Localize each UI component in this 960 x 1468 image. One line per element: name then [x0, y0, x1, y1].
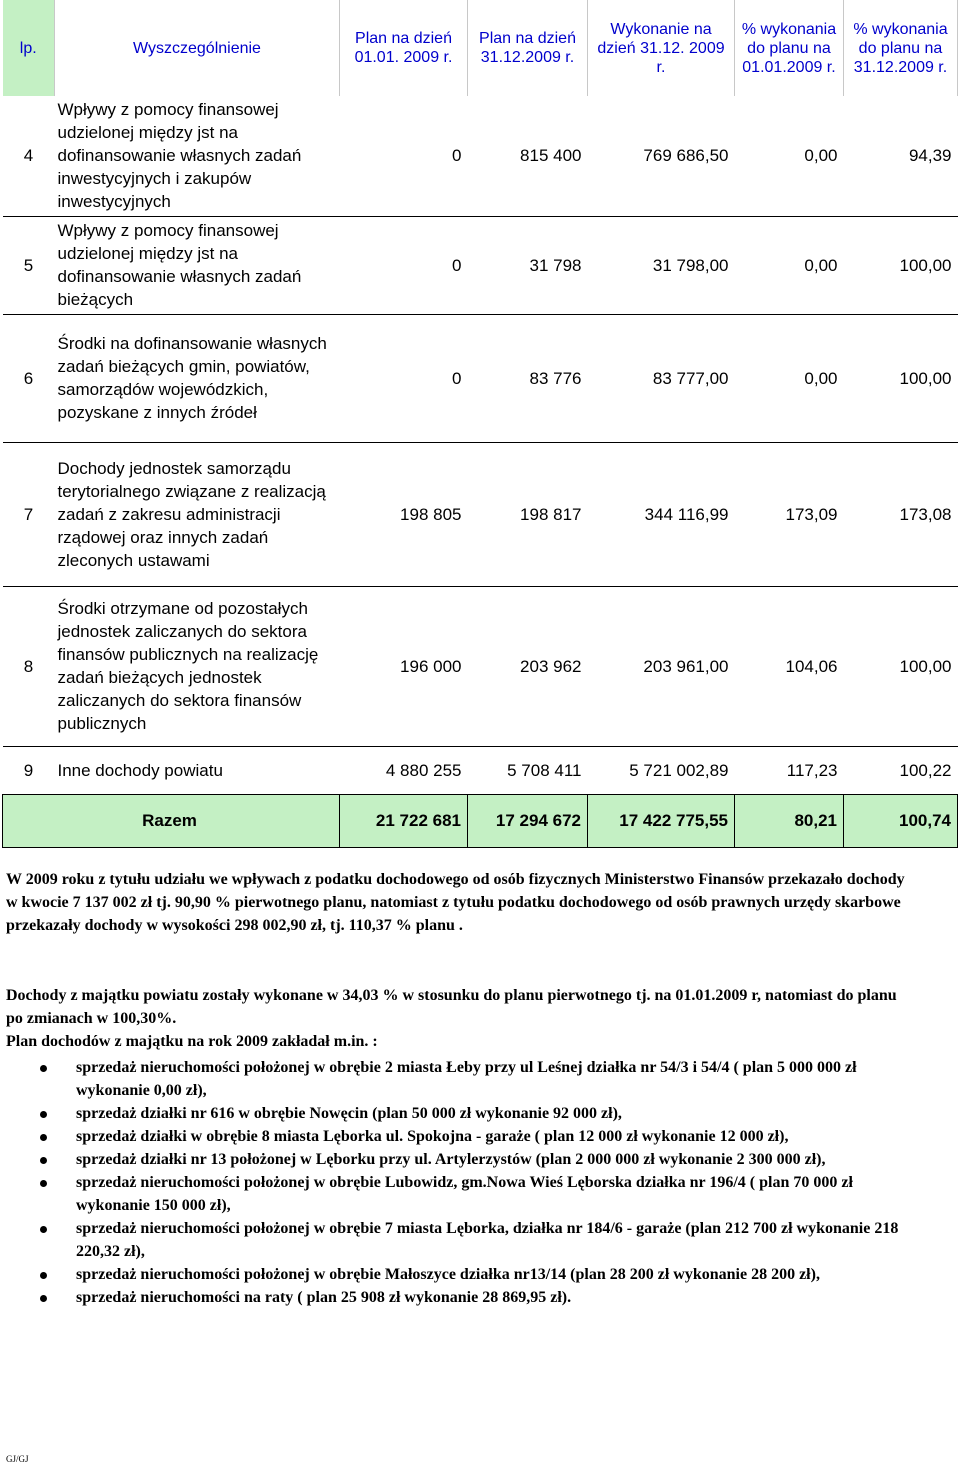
list-item: [30, 1102, 910, 1125]
row-plan-end: 83 776: [468, 314, 588, 442]
paragraph-text: Plan dochodów z majątku na rok 2009 zakładał m.in. :: [6, 1033, 378, 1050]
total-row: [3, 794, 958, 847]
row-plan-start: 0: [340, 216, 468, 314]
row-execution: 769 686,50: [588, 96, 735, 216]
table-row: [3, 442, 958, 586]
row-pct-end: 173,08: [844, 442, 958, 586]
row-execution: 203 961,00: [588, 586, 735, 746]
row-plan-start: 4 880 255: [340, 746, 468, 794]
table-row: [3, 586, 958, 746]
list-item-text: sprzedaż działki nr 13 położonej w Lęborku przy ul. Artylerzystów (plan 2 000 000 zł wykonanie 2 300 000 zł),: [76, 1151, 826, 1168]
row-lp: 4: [3, 96, 55, 216]
row-description: Dochody jednostek samorządu terytorialnego związane z realizacją zadań z zakresu administracji rządowej oraz innych zadań zleconych ustawami: [55, 442, 340, 586]
row-plan-end: 31 798: [468, 216, 588, 314]
row-pct-start: 0,00: [735, 216, 844, 314]
row-pct-end: 94,39: [844, 96, 958, 216]
row-plan-end: 815 400: [468, 96, 588, 216]
asset-sales-list: [30, 1056, 910, 1309]
list-item-text: sprzedaż nieruchomości położonej w obrębie Małoszyce działka nr13/14 (plan 28 200 zł wykonanie 28 200 zł),: [76, 1266, 820, 1283]
bullet-icon: [40, 1065, 47, 1072]
row-execution: 344 116,99: [588, 442, 735, 586]
list-item-text: sprzedaż nieruchomości położonej w obrębie 7 miasta Lęborka, działka nr 184/6 - garaże (plan 212 700 zł wykonanie 218 220,32 zł),: [76, 1220, 899, 1260]
total-label: Razem: [3, 794, 340, 847]
footer-initials: GJ/GJ: [6, 1454, 29, 1464]
row-plan-start: 196 000: [340, 586, 468, 746]
header-pct-end: % wykonania do planu na 31.12.2009 r.: [844, 0, 958, 96]
row-description: Inne dochody powiatu: [55, 746, 340, 794]
table-header-row: [3, 0, 958, 96]
row-plan-start: 0: [340, 96, 468, 216]
row-description: Wpływy z pomocy finansowej udzielonej między jst na dofinansowanie własnych zadań bieżących: [55, 216, 340, 314]
row-lp: 5: [3, 216, 55, 314]
total-plan-start: 21 722 681: [340, 794, 468, 847]
row-lp: 7: [3, 442, 55, 586]
list-item-text: sprzedaż nieruchomości położonej w obrębie Lubowidz, gm.Nowa Wieś Lęborska działka nr 196/4 ( plan 70 000 zł wykonanie 150 000 zł),: [76, 1174, 853, 1214]
list-item: [30, 1125, 910, 1148]
row-plan-end: 203 962: [468, 586, 588, 746]
list-item-text: sprzedaż nieruchomości na raty ( plan 25 908 zł wykonanie 28 869,95 zł).: [76, 1289, 572, 1306]
row-plan-end: 198 817: [468, 442, 588, 586]
list-item: [30, 1286, 910, 1309]
row-description: Środki na dofinansowanie własnych zadań bieżących gmin, powiatów, samorządów wojewódzkich, pozyskane z innych źródeł: [55, 314, 340, 442]
bullet-icon: [40, 1226, 47, 1233]
table-row: [3, 216, 958, 314]
row-pct-start: 173,09: [735, 442, 844, 586]
list-item-text: sprzedaż nieruchomości położonej w obrębie 2 miasta Łeby przy ul Leśnej działka nr 54/3 i 54/4 ( plan 5 000 000 zł wykonanie 0,00 zł),: [76, 1059, 857, 1099]
total-execution: 17 422 775,55: [588, 794, 735, 847]
list-item: [30, 1148, 910, 1171]
row-lp: 6: [3, 314, 55, 442]
row-execution: 31 798,00: [588, 216, 735, 314]
row-description: Wpływy z pomocy finansowej udzielonej między jst na dofinansowanie własnych zadań inwestycyjnych i zakupów inwestycyjnych: [55, 96, 340, 216]
list-item: [30, 1217, 910, 1263]
list-item-text: sprzedaż działki nr 616 w obrębie Nowęcin (plan 50 000 zł wykonanie 92 000 zł),: [76, 1105, 622, 1122]
assets-paragraph: [6, 984, 906, 1053]
row-description: Środki otrzymane od pozostałych jednostek zaliczanych do sektora finansów publicznych na realizację zadań bieżących jednostek zaliczanych do sektora finansów publicznych: [55, 586, 340, 746]
bullet-icon: [40, 1180, 47, 1187]
header-lp: lp.: [3, 0, 55, 96]
row-plan-end: 5 708 411: [468, 746, 588, 794]
row-lp: 9: [3, 746, 55, 794]
table-row: [3, 314, 958, 442]
row-pct-start: 0,00: [735, 314, 844, 442]
list-item: [30, 1263, 910, 1286]
bullet-icon: [40, 1111, 47, 1118]
row-pct-start: 104,06: [735, 586, 844, 746]
total-pct-start: 80,21: [735, 794, 844, 847]
header-pct-start: % wykonania do planu na 01.01.2009 r.: [735, 0, 844, 96]
total-pct-end: 100,74: [844, 794, 958, 847]
revenue-table: [2, 0, 958, 848]
row-pct-start: 0,00: [735, 96, 844, 216]
row-pct-end: 100,00: [844, 586, 958, 746]
bullet-icon: [40, 1157, 47, 1164]
table-row: [3, 746, 958, 794]
row-plan-start: 198 805: [340, 442, 468, 586]
row-plan-start: 0: [340, 314, 468, 442]
row-execution: 5 721 002,89: [588, 746, 735, 794]
bullet-icon: [40, 1272, 47, 1279]
row-pct-end: 100,00: [844, 314, 958, 442]
paragraph-text: Dochody z majątku powiatu zostały wykonane w 34,03 % w stosunku do planu pierwotnego tj. na 01.01.2009 r, natomiast do planu po zmianach w 100,30%.: [6, 987, 897, 1027]
list-item: [30, 1056, 910, 1102]
header-plan-end: Plan na dzień 31.12.2009 r.: [468, 0, 588, 96]
row-pct-start: 117,23: [735, 746, 844, 794]
paragraph-text: W 2009 roku z tytułu udziału we wpływach z podatku dochodowego od osób fizycznych Ministerstwo Finansów przekazało dochody w kwocie 7 137 002 zł tj. 90,90 % pierwotnego planu, natomiast z tytułu podatku dochodowego od osób prawnych urzędy skarbowe przekazały dochody w wysokości 298 002,90 zł, tj. 110,37 % planu .: [6, 871, 905, 934]
bullet-icon: [40, 1134, 47, 1141]
list-item: [30, 1171, 910, 1217]
row-lp: 8: [3, 586, 55, 746]
row-pct-end: 100,00: [844, 216, 958, 314]
pit-cit-paragraph: [6, 868, 906, 937]
bullet-icon: [40, 1295, 47, 1302]
row-pct-end: 100,22: [844, 746, 958, 794]
header-plan-start: Plan na dzień 01.01. 2009 r.: [340, 0, 468, 96]
header-execution: Wykonanie na dzień 31.12. 2009 r.: [588, 0, 735, 96]
total-plan-end: 17 294 672: [468, 794, 588, 847]
row-execution: 83 777,00: [588, 314, 735, 442]
table-row: [3, 96, 958, 216]
list-item-text: sprzedaż działki w obrębie 8 miasta Lęborka ul. Spokojna - garaże ( plan 12 000 zł wykonanie 12 000 zł),: [76, 1128, 789, 1145]
header-description: Wyszczególnienie: [55, 0, 340, 96]
